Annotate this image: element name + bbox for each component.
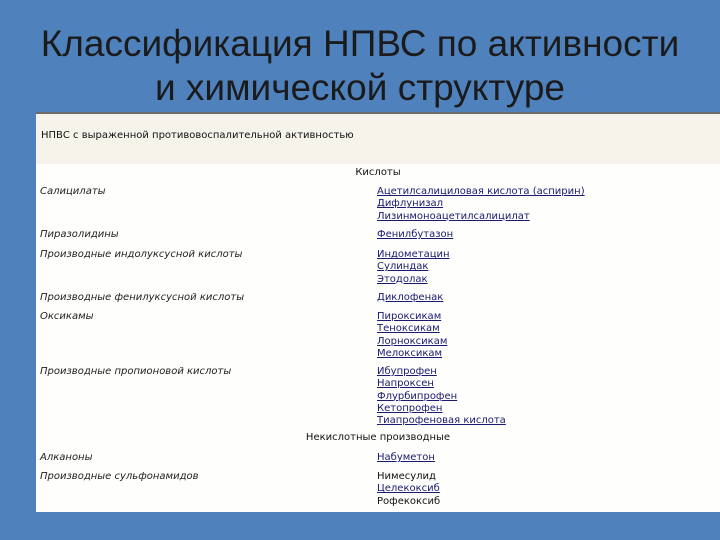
group-label: Пиразолидины <box>40 229 119 240</box>
drug-name: Нимесулид <box>377 471 436 482</box>
group-drugs <box>377 452 435 464</box>
drug-link[interactable]: Индометацин <box>377 249 450 260</box>
group-drugs <box>377 366 506 427</box>
drug-link[interactable]: Фенилбутазон <box>377 229 454 240</box>
group-label: Производные сульфонамидов <box>40 471 199 482</box>
group-label: Производные фенилуксусной кислоты <box>40 292 245 303</box>
drug-link[interactable]: Лорноксикам <box>377 335 448 347</box>
group-label: Алканоны <box>40 452 93 463</box>
drug-link[interactable]: Этодолак <box>377 273 428 285</box>
group-drugs <box>377 229 453 241</box>
section-nonacid: Некислотные производные <box>305 432 451 443</box>
classification-table <box>36 112 720 512</box>
drug-link[interactable]: Целекоксиб <box>377 483 440 495</box>
group-label: Оксикамы <box>40 311 94 322</box>
drug-link[interactable]: Набуметон <box>377 452 435 463</box>
table-header <box>36 112 720 164</box>
group-drugs <box>377 471 440 508</box>
group-drugs <box>377 311 447 360</box>
drug-link[interactable]: Тиапрофеновая кислота <box>377 415 506 427</box>
slide-title <box>0 22 720 110</box>
drug-link[interactable]: Пироксикам <box>377 311 442 322</box>
drug-link[interactable]: Лизинмоноацетилсалицилат <box>377 210 530 222</box>
group-drugs <box>377 186 585 223</box>
drug-link[interactable]: Кетопрофен <box>377 402 443 414</box>
drug-link[interactable]: Дифлунизал <box>377 198 444 210</box>
drug-link[interactable]: Флурбипрофен <box>377 390 458 402</box>
slide-title-line-2: и химической структуре <box>154 67 566 108</box>
table-header-text: НПВС с выраженной противовоспалительной активностью <box>41 130 354 141</box>
drug-link[interactable]: Теноксикам <box>377 323 440 335</box>
section-acids: Кислоты <box>355 167 401 178</box>
group-drugs <box>377 249 450 286</box>
drug-link[interactable]: Ацетилсалициловая кислота (аспирин) <box>377 186 585 197</box>
drug-link[interactable]: Мелоксикам <box>377 347 443 359</box>
drug-name: Рофекоксиб <box>377 495 441 507</box>
group-drugs <box>377 292 443 304</box>
slide-title-line-1: Классификация НПВС по активности <box>40 23 680 64</box>
group-label: Производные индолуксусной кислоты <box>40 249 243 260</box>
group-label: Производные пропионовой кислоты <box>40 366 232 377</box>
drug-link[interactable]: Сулиндак <box>377 261 429 273</box>
drug-link[interactable]: Диклофенак <box>377 292 444 303</box>
drug-link[interactable]: Напроксен <box>377 378 434 390</box>
drug-link[interactable]: Ибупрофен <box>377 366 437 377</box>
group-label: Салицилаты <box>40 186 106 197</box>
